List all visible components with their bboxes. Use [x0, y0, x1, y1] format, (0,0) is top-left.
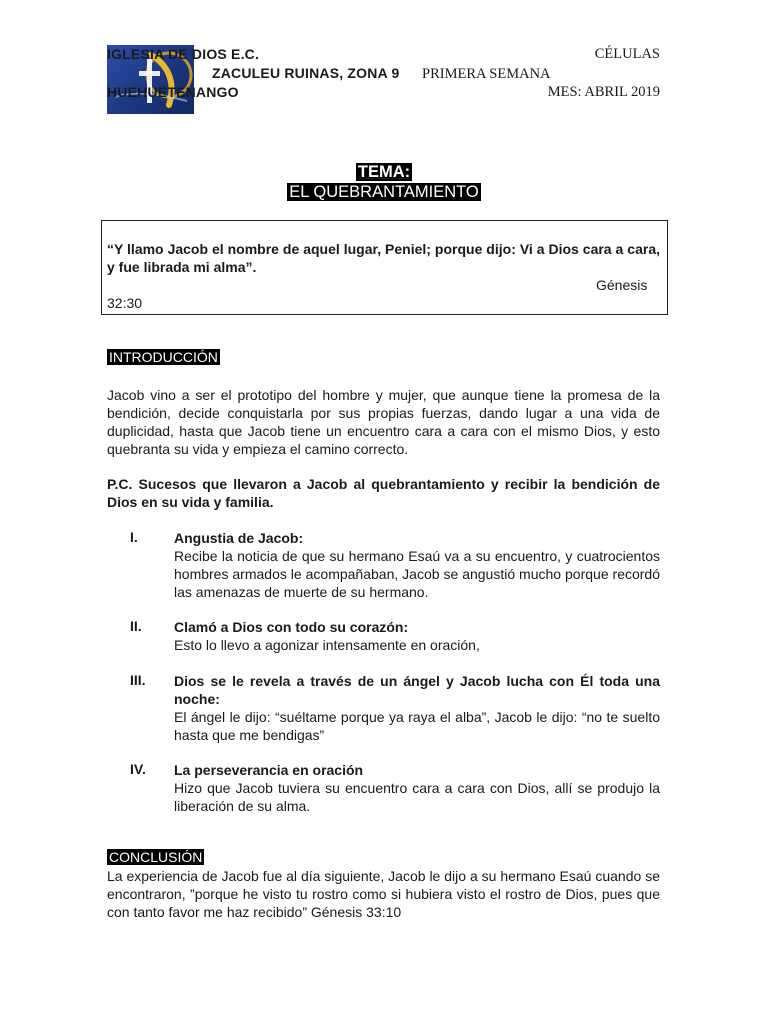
- point-item: [174, 618, 660, 654]
- title-label-row: [0, 163, 768, 182]
- point-body: El ángel le dijo: “suéltame porque ya raya el alba”, Jacob le dijo: “no te suelto hasta que me bendigas”: [174, 709, 660, 743]
- week-label: PRIMERA SEMANA: [422, 66, 551, 82]
- intro-heading: INTRODUCCIÓN: [109, 349, 218, 365]
- point-body: Esto lo llevo a agonizar intensamente en oración,: [174, 637, 480, 653]
- church-address: ZACULEU RUINAS, ZONA 9: [212, 65, 400, 81]
- quote-reference-book: Génesis: [596, 277, 648, 293]
- page-title: EL QUEBRANTAMIENTO: [289, 183, 479, 201]
- month-label: MES: ABRIL 2019: [547, 84, 660, 100]
- conclusion-heading: CONCLUSIÓN: [109, 849, 203, 865]
- church-name: IGLESIA DE DIOS E.C.: [107, 46, 260, 62]
- intro-paragraph: Jacob vino a ser el prototipo del hombre y mujer, que aunque tiene la promesa de la bendición, decide conquistarla por sus propias fuerzas, dando lugar a una vida de duplicidad, hasta que Jacob tiene un encuentro cara a cara con el mismo Dios, y esto quebranta su vida y empieza el camino correcto.: [107, 387, 660, 457]
- point-number: III.: [130, 672, 146, 688]
- point-item: [174, 672, 660, 744]
- point-title: Clamó a Dios con todo su corazón:: [174, 619, 409, 635]
- point-number: I.: [130, 529, 138, 545]
- quote-text: “Y llamo Jacob el nombre de aquel lugar, Peniel; porque dijo: Vi a Dios cara a cara, y fue librada mi alma”.: [107, 241, 660, 275]
- church-city: HUEHUETENANGO: [107, 84, 239, 100]
- point-title: Dios se le revela a través de un ángel y Jacob lucha con Él toda una noche:: [174, 673, 660, 707]
- point-body: Recibe la noticia de que su hermano Esaú va a su encuentro, y cuatrocientos hombres armados le acompañaban, Jacob se angustió mucho porque recordó las amenazas de muerte de su hermano.: [174, 548, 660, 600]
- title-main-row: [0, 183, 768, 202]
- point-number: IV.: [130, 761, 146, 777]
- quote-reference-verse: 32:30: [107, 295, 143, 311]
- conclusion-heading-row: [107, 849, 204, 867]
- conclusion-paragraph: La experiencia de Jacob fue al día siguiente, Jacob le dijo a su hermano Esaú cuando se encontraron, ”porque he visto tu rostro como si hubiera visto el rostro de Dios, pues que con tanto favor me haz recibido” Génesis 33:10: [107, 868, 660, 920]
- title-label: TEMA:: [357, 163, 411, 181]
- point-title: Angustia de Jacob:: [174, 530, 304, 546]
- intro-heading-row: [107, 349, 220, 367]
- point-number: II.: [130, 618, 142, 634]
- central-point: P.C. Sucesos que llevaron a Jacob al quebrantamiento y recibir la bendición de Dios en su vida y familia.: [107, 476, 660, 510]
- point-title: La perseverancia en oración: [174, 762, 364, 778]
- point-item: [174, 529, 660, 601]
- point-item: [174, 761, 660, 815]
- point-body: Hizo que Jacob tuviera su encuentro cara a cara con Dios, allí se produjo la liberación de su alma.: [174, 780, 660, 814]
- cells-label: CÉLULAS: [594, 46, 660, 62]
